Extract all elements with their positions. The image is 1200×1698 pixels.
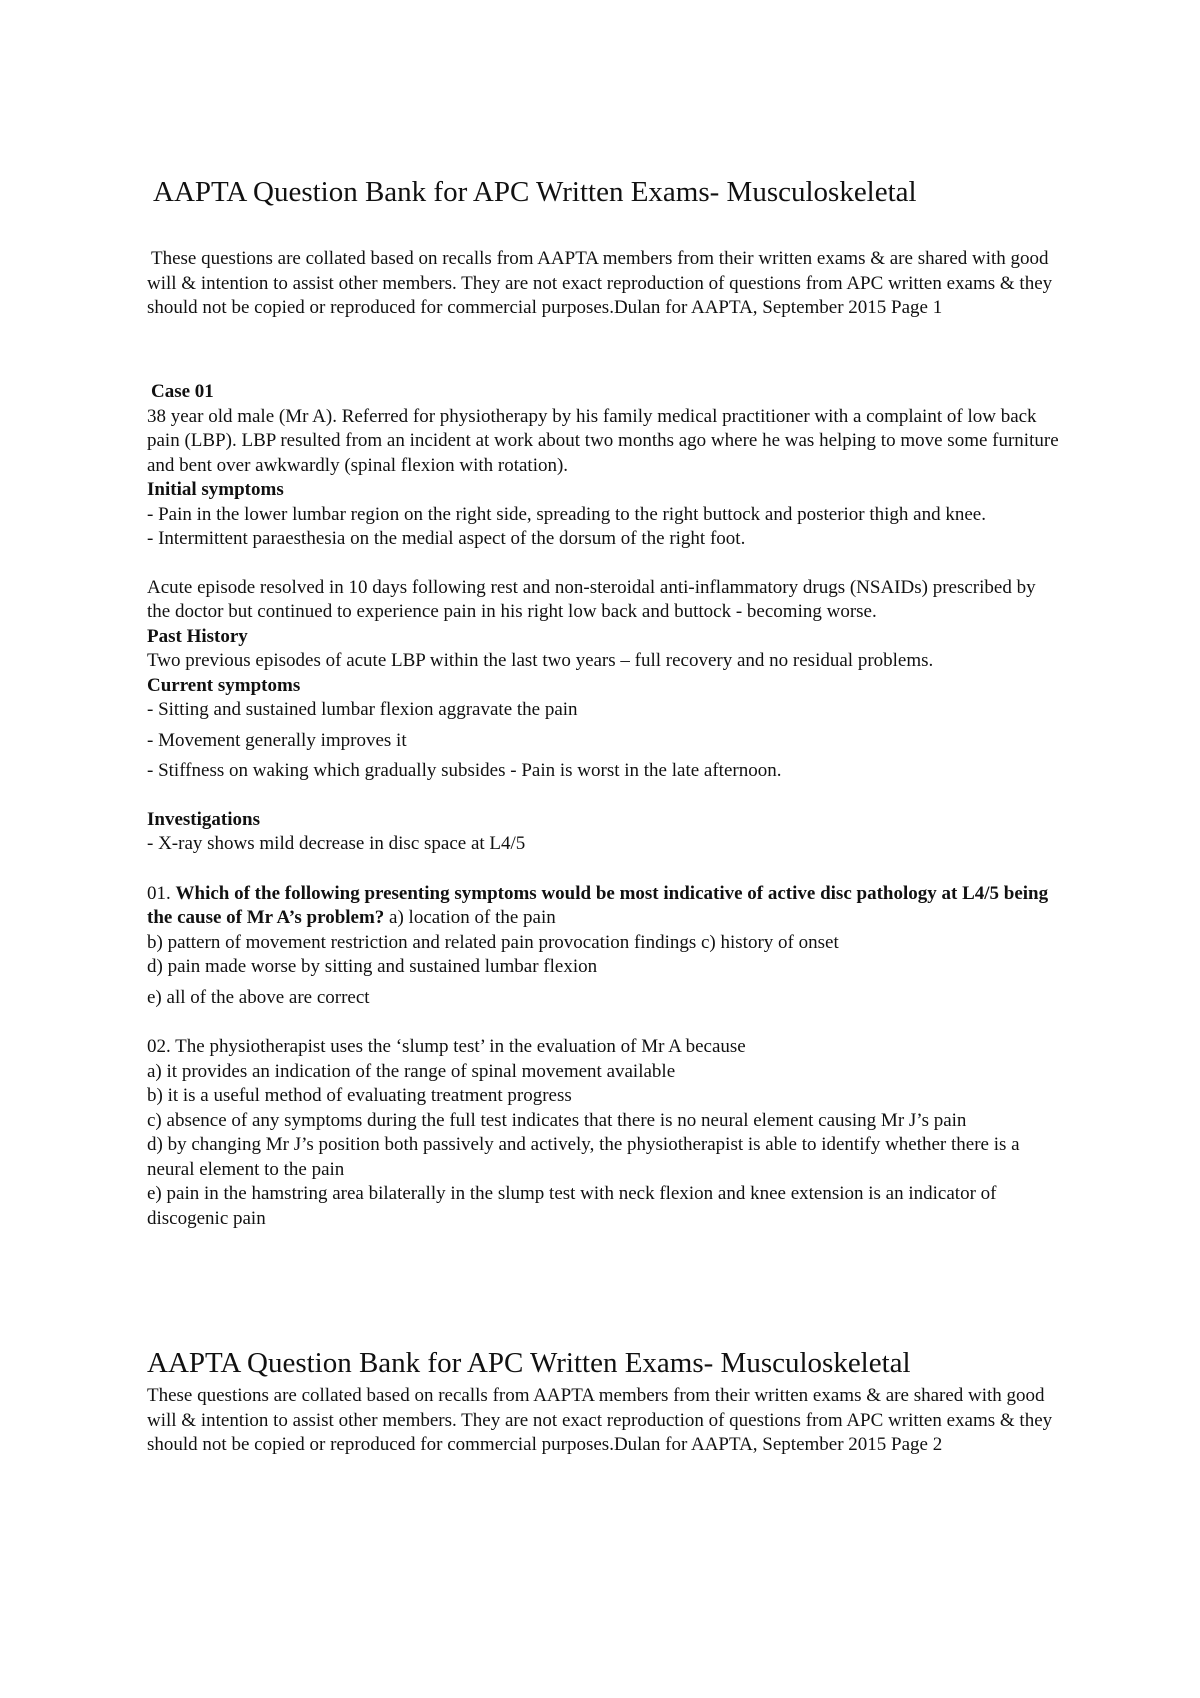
question-1-option-bc: b) pattern of movement restriction and related pain provocation findings c) history of onset xyxy=(147,931,839,953)
question-2-option-b: b) it is a useful method of evaluating treatment progress xyxy=(147,1085,572,1106)
investigations-text: - X-ray shows mild decrease in disc space at L4/5 xyxy=(147,833,526,854)
question-2-stem: 02. The physiotherapist uses the ‘slump test’ in the evaluation of Mr A because xyxy=(147,1036,746,1057)
disclaimer-paragraph xyxy=(147,247,1062,321)
page-2-title: AAPTA Question Bank for APC Written Exams- Musculoskeletal xyxy=(147,1347,911,1379)
page-title: AAPTA Question Bank for APC Written Exams- Musculoskeletal xyxy=(153,176,917,208)
current-symptom-item: - Stiffness on waking which gradually subsides - Pain is worst in the late afternoon. xyxy=(147,760,782,781)
initial-symptoms-heading: Initial symptoms xyxy=(147,479,284,500)
case-heading: Case 01 xyxy=(151,381,214,402)
question-2-option-e: e) pain in the hamstring area bilaterally in the slump test with neck flexion and knee extension is an indicator of discogenic pain xyxy=(147,1183,997,1229)
question-2-option-c: c) absence of any symptoms during the full test indicates that there is no neural element causing Mr J’s pain xyxy=(147,1109,967,1131)
question-1-option-a: a) location of the pain xyxy=(389,907,556,928)
question-1-option-e: e) all of the above are correct xyxy=(147,986,370,1008)
question-1-stem: Which of the following presenting symptoms would be most indicative of active disc pathology at L4/5 being the cause of Mr A’s problem? xyxy=(147,882,1049,928)
question-1 xyxy=(147,882,1062,931)
question-2-option-d: d) by changing Mr J’s position both passively and actively, the physiotherapist is able to identify whether there is a neural element to the pain xyxy=(147,1134,1020,1180)
initial-symptom-item: - Pain in the lower lumbar region on the right side, spreading to the right buttock and posterior thigh and knee. xyxy=(147,503,986,525)
past-history-text: Two previous episodes of acute LBP within the last two years – full recovery and no residual problems. xyxy=(147,650,934,671)
question-1-number: 01. xyxy=(147,882,171,904)
investigations-heading: Investigations xyxy=(147,808,260,830)
current-symptoms-heading: Current symptoms xyxy=(147,674,301,696)
past-history-heading: Past History xyxy=(147,625,248,647)
question-2-option-a: a) it provides an indication of the range of spinal movement available xyxy=(147,1060,676,1082)
disclaimer-text: These questions are collated based on recalls from AAPTA members from their written exams & are shared with good will & intention to assist other members. They are not exact reproduction of questions from APC written exams & they should not be copied or reproduced for commercial purposes.Dulan for AAPTA, September 2015 Page 1 xyxy=(147,248,1053,318)
case-section xyxy=(147,380,1062,1231)
initial-symptom-item: - Intermittent paraesthesia on the medial aspect of the dorsum of the right foot. xyxy=(147,528,746,549)
current-symptom-item: - Sitting and sustained lumbar flexion aggravate the pain xyxy=(147,699,578,720)
acute-episode-text: Acute episode resolved in 10 days following rest and non-steroidal anti-inflammatory drugs (NSAIDs) prescribed by the doctor but continued to experience pain in his right low back and buttock - becoming worse. xyxy=(147,576,1036,622)
case-description: 38 year old male (Mr A). Referred for physiotherapy by his family medical practitioner with a complaint of low back pain (LBP). LBP resulted from an incident at work about two months ago where he was helping to move some furniture and bent over awkwardly (spinal flexion with rotation). xyxy=(147,405,1059,476)
page-2-disclaimer: These questions are collated based on recalls from AAPTA members from their written exams & are shared with good will & intention to assist other members. They are not exact reproduction of questions from APC written exams & they should not be copied or reproduced for commercial purposes.Dulan for AAPTA, September 2015 Page 2 xyxy=(147,1385,1053,1455)
document-page xyxy=(147,0,1062,1698)
current-symptom-item: - Movement generally improves it xyxy=(147,729,407,751)
question-1-option-d: d) pain made worse by sitting and sustained lumbar flexion xyxy=(147,956,598,977)
